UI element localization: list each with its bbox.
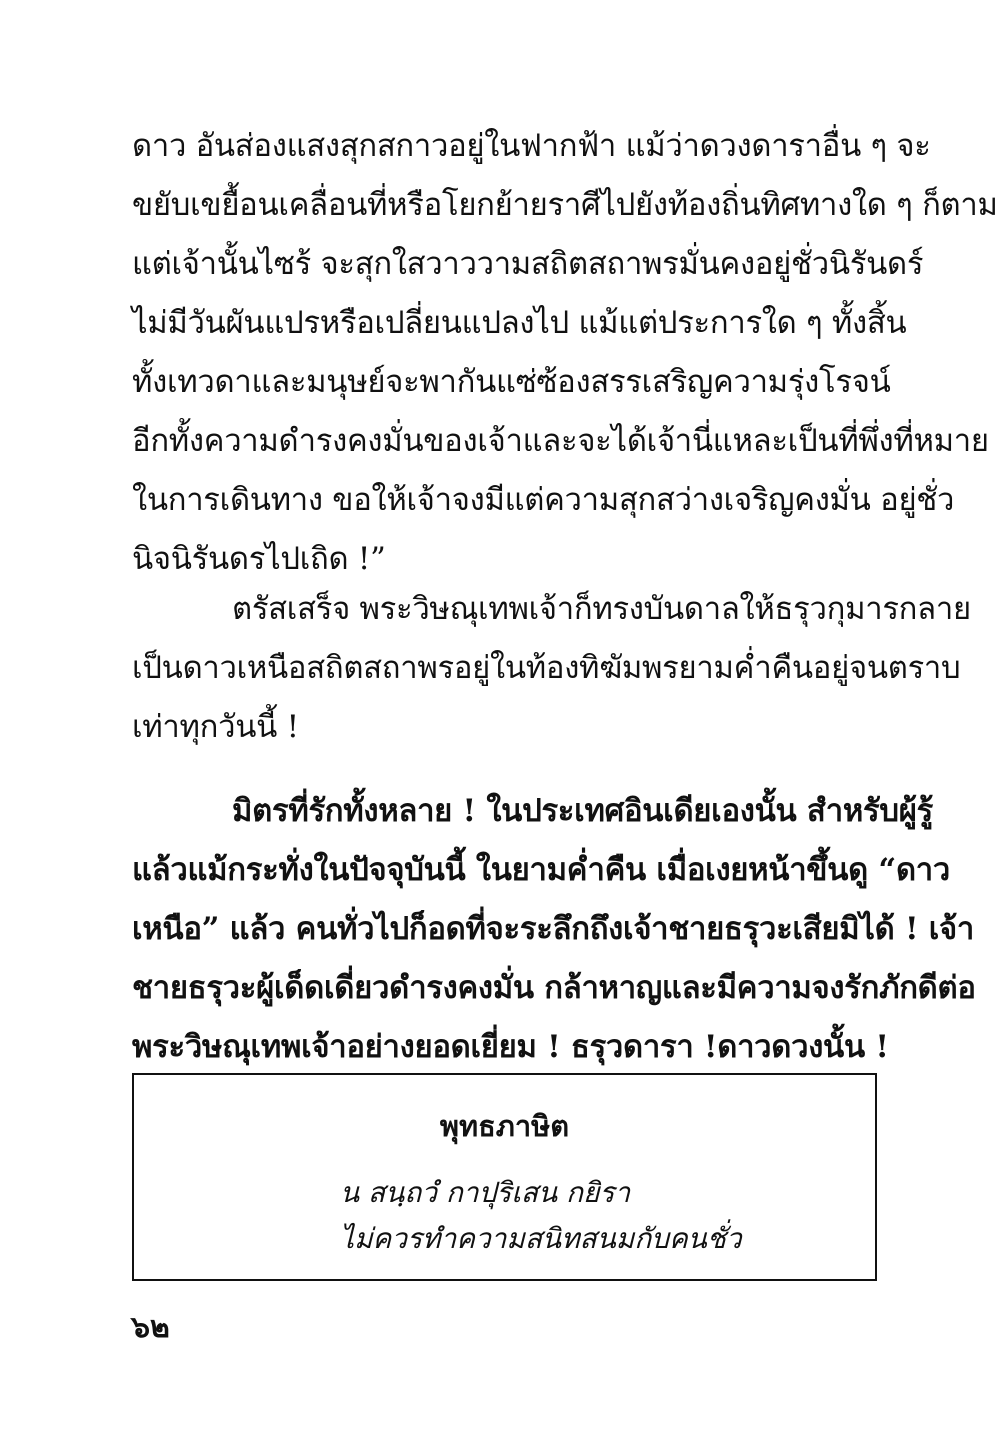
text-line: แต่เจ้านั้นไซร้ จะสุกใสวาววามสถิตสถาพรมั่นคงอยู่ชั่วนิรันดร์ — [132, 246, 924, 282]
text-line: ในการเดินทาง ขอให้เจ้าจงมีแต่ความสุกสว่างเจริญคงมั่น อยู่ชั่ว — [132, 482, 955, 518]
paragraph-2 — [132, 580, 971, 757]
proverb-thai-translation: ไม่ควรทำความสนิทสนมกับคนชั่ว — [340, 1222, 742, 1255]
text-line: ชายธรุวะผู้เด็ดเดี่ยวดำรงคงมั่น กล้าหาญและมีความจงรักภักดีต่อ — [132, 970, 976, 1006]
text-line: ทั้งเทวดาและมนุษย์จะพากันแซ่ซ้องสรรเสริญความรุ่งโรจน์ — [132, 364, 891, 400]
text-line: มิตรที่รักทั้งหลาย ! ในประเทศอินเดียเองนั้น สำหรับผู้รู้ — [232, 793, 933, 829]
text-line: เท่าทุกวันนี้ ! — [132, 709, 299, 745]
text-line: ขยับเขยื้อนเคลื่อนที่หรือโยกย้ายราศีไปยังท้องถิ่นทิศทางใด ๆ ก็ตาม — [132, 187, 998, 223]
text-line: แล้วแม้กระทั่งในปัจจุบันนี้ ในยามค่ำคืน เมื่อเงยหน้าขึ้นดู “ดาว — [132, 852, 950, 888]
proverb-pali-line: น สนฺถวํ กาปุริเสน กยิรา — [340, 1176, 631, 1209]
text-line: ไม่มีวันผันแปรหรือเปลี่ยนแปลงไป แม้แต่ประการใด ๆ ทั้งสิ้น — [132, 305, 907, 341]
proverb-box — [132, 1073, 877, 1281]
text-line: อีกทั้งความดำรงคงมั่นของเจ้าและจะได้เจ้านี่แหละเป็นที่พึ่งที่หมาย — [132, 423, 989, 459]
text-line: ตรัสเสร็จ พระวิษณุเทพเจ้าก็ทรงบันดาลให้ธรุวกุมารกลาย — [232, 591, 971, 627]
proverb-title: พุทธภาษิต — [439, 1109, 570, 1143]
text-line: ดาว อันส่องแสงสุกสกาวอยู่ในฟากฟ้า แม้ว่าดวงดาราอื่น ๆ จะ — [132, 128, 931, 164]
paragraph-3 — [132, 782, 976, 1077]
page-number: ๖๒ — [131, 1310, 170, 1345]
text-line: เหนือ” แล้ว คนทั่วไปก็อดที่จะระลึกถึงเจ้าชายธรุวะเสียมิได้ ! เจ้า — [132, 911, 975, 947]
text-line: เป็นดาวเหนือสถิตสถาพรอยู่ในท้องทิฆัมพรยามค่ำคืนอยู่จนตราบ — [132, 650, 961, 686]
text-line: นิจนิรันดรไปเถิด !” — [132, 541, 386, 577]
text-line: พระวิษณุเทพเจ้าอย่างยอดเยี่ยม ! ธรุวดารา !ดาวดวงนั้น ! — [132, 1029, 889, 1065]
paragraph-1 — [132, 117, 998, 589]
